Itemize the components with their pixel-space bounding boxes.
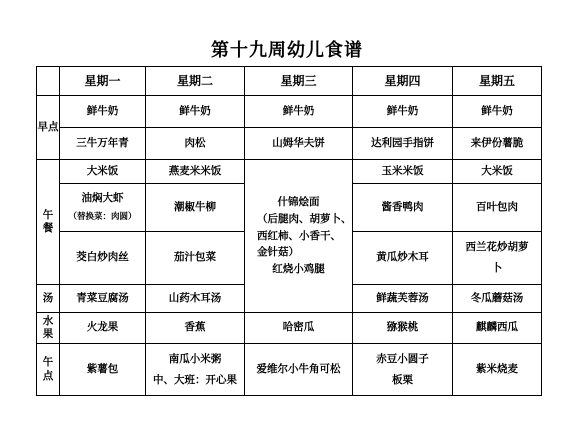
- breakfast-cell: 三牛万年青: [60, 128, 146, 160]
- lunch-dish1-fri: 百叶包肉: [453, 184, 542, 232]
- lunch-wed-cell: [245, 160, 353, 313]
- meal-label-lunch: 午餐: [37, 160, 60, 285]
- breakfast-cell: 来伊份薯脆: [453, 128, 542, 160]
- lunch-dish1-tue: 潮椒牛柳: [146, 184, 245, 232]
- day-header-wed: 星期三: [245, 67, 353, 96]
- soup-cell: 鲜蔬芙蓉汤: [353, 285, 453, 313]
- snack-tue-line: 中、大班：开心果: [153, 373, 237, 386]
- snack-tue-line: 南瓜小米粥: [168, 352, 222, 365]
- lunch-wed-line: 什锦烩面: [277, 196, 320, 208]
- lunch-row-1: [37, 160, 542, 184]
- meal-label-snack: 午点: [37, 344, 60, 396]
- fruit-cell: 猕猴桃: [353, 313, 453, 344]
- snack-cell: 紫米烧麦: [453, 344, 542, 396]
- day-header-fri: 星期五: [453, 67, 542, 96]
- breakfast-row-2: [37, 128, 542, 160]
- fruit-cell: 哈密瓜: [245, 313, 353, 344]
- soup-cell: 山药木耳汤: [146, 285, 245, 313]
- lunch-staple-fri: 大米饭: [453, 160, 542, 184]
- lunch-wed-line: 红烧小鸡腿: [272, 263, 325, 276]
- breakfast-cell: 鲜牛奶: [146, 96, 245, 128]
- lunch-staple-tue: 燕麦米米饭: [146, 160, 245, 184]
- fruit-row: [37, 313, 542, 344]
- snack-cell: 紫薯包: [60, 344, 146, 396]
- meal-label-breakfast-text: 早点: [37, 120, 59, 133]
- lunch-dish2-fri-line: 西兰花炒胡萝: [465, 241, 529, 253]
- day-header-mon: 星期一: [60, 67, 146, 96]
- corner-cell: [37, 67, 60, 96]
- snack-cell: [353, 344, 453, 396]
- lunch-dish2-mon: 茭白炒肉丝: [60, 232, 146, 285]
- lunch-dish1-thu: 酱香鸭肉: [353, 184, 453, 232]
- lunch-dish2-thu: 黄瓜炒木耳: [353, 232, 453, 285]
- snack-thu-line: 板栗: [392, 373, 413, 386]
- fruit-cell: 火龙果: [60, 313, 146, 344]
- breakfast-cell: 鲜牛奶: [353, 96, 453, 128]
- lunch-dish2-tue: 茄汁包菜: [146, 232, 245, 285]
- day-header-thu: 星期四: [353, 67, 453, 96]
- breakfast-cell: 鲜牛奶: [60, 96, 146, 128]
- lunch-wed-line: 金针菇）: [257, 246, 299, 259]
- soup-cell: 冬瓜蘑菇汤: [453, 285, 542, 313]
- fruit-cell: 香蕉: [146, 313, 245, 344]
- menu-table: [36, 66, 542, 396]
- breakfast-cell: 鲜牛奶: [453, 96, 542, 128]
- lunch-staple-mon: 大米饭: [60, 160, 146, 184]
- lunch-dish2-fri: [453, 232, 542, 285]
- breakfast-cell: 肉松: [146, 128, 245, 160]
- breakfast-cell: 鲜牛奶: [245, 96, 353, 128]
- snack-row: [37, 344, 542, 396]
- day-header-tue: 星期二: [146, 67, 245, 96]
- breakfast-cell: 达利园手指饼: [353, 128, 453, 160]
- lunch-dish1-mon-note: （替换菜：肉圆）: [68, 212, 137, 223]
- page-title: 第十九周幼儿食谱: [211, 40, 363, 61]
- meal-label-breakfast: [37, 96, 60, 160]
- meal-label-fruit: 水果: [37, 313, 60, 344]
- lunch-staple-thu: 玉米米饭: [353, 160, 453, 184]
- soup-cell: 青菜豆腐汤: [60, 285, 146, 313]
- breakfast-row-1: [37, 96, 542, 128]
- snack-cell: 爱维尔小牛角可松: [245, 344, 353, 396]
- snack-cell: [146, 344, 245, 396]
- lunch-dish1-mon-text: 油焖大虾: [81, 192, 124, 205]
- meal-label-soup: 汤: [37, 285, 60, 313]
- lunch-dish1-mon: [60, 184, 146, 232]
- fruit-cell: 麒麟西瓜: [453, 313, 542, 344]
- lunch-wed-line: （后腿肉、胡萝卜、: [257, 212, 352, 225]
- breakfast-cell: 山姆华夫饼: [245, 128, 353, 160]
- snack-thu-line: 赤豆小圆子: [376, 352, 429, 365]
- header-row: [37, 67, 542, 96]
- lunch-dish2-fri-line: 卜: [491, 262, 503, 274]
- lunch-wed-line: 西红柿、小香干、: [257, 229, 341, 242]
